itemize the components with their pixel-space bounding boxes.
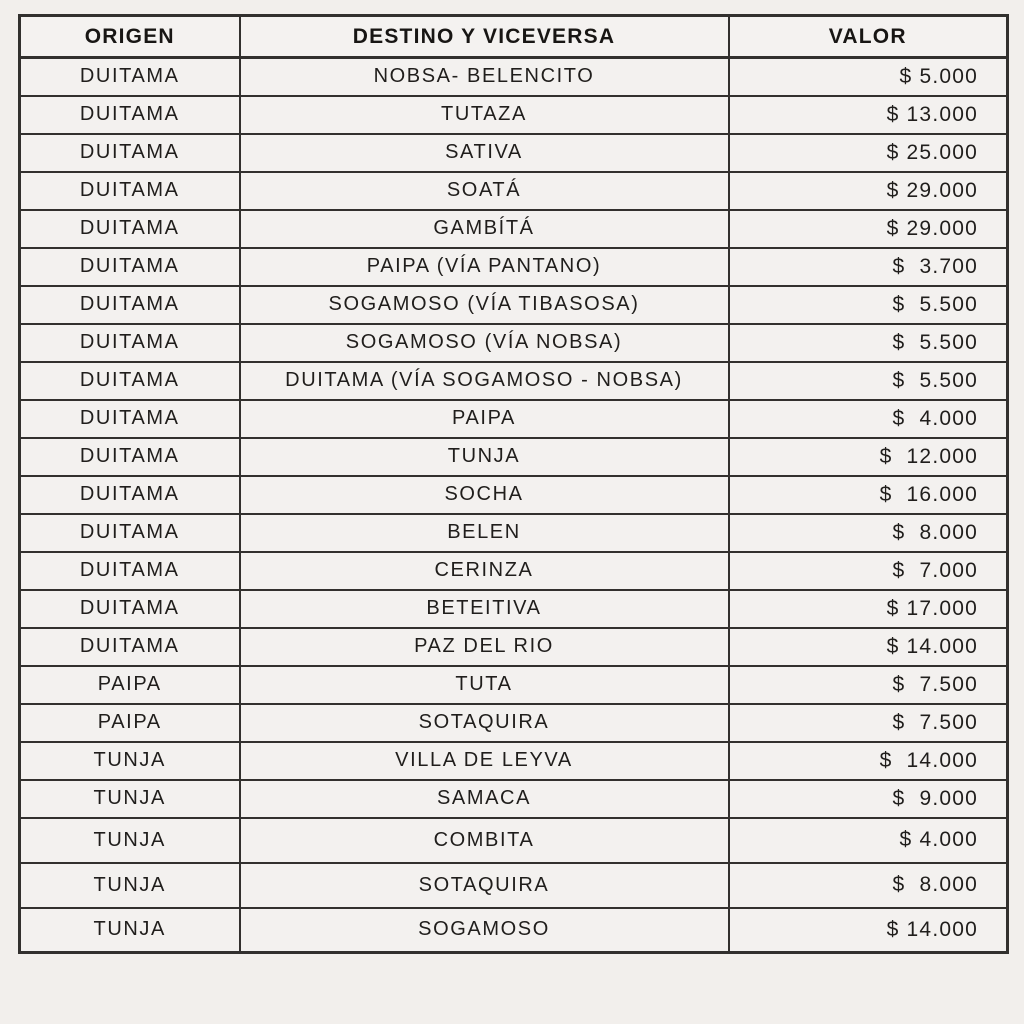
table-row: [20, 58, 1008, 96]
destino-cell: DUITAMA (VÍA SOGAMOSO - NOBSA): [240, 362, 729, 400]
origen-cell: DUITAMA: [20, 210, 240, 248]
table-row: [20, 400, 1008, 438]
table-row: [20, 324, 1008, 362]
destino-cell: PAIPA: [240, 400, 729, 438]
origen-cell: TUNJA: [20, 742, 240, 780]
destino-cell: BELEN: [240, 514, 729, 552]
destino-cell: TUTAZA: [240, 96, 729, 134]
origen-cell: DUITAMA: [20, 400, 240, 438]
destino-cell: PAIPA (VÍA PANTANO): [240, 248, 729, 286]
origen-cell: DUITAMA: [20, 590, 240, 628]
table-row: [20, 666, 1008, 704]
valor-cell: $ 29.000: [729, 172, 1008, 210]
valor-cell: $ 3.700: [729, 248, 1008, 286]
destino-cell: TUNJA: [240, 438, 729, 476]
destino-cell: PAZ DEL RIO: [240, 628, 729, 666]
header-origen: ORIGEN: [20, 16, 240, 58]
destino-cell: VILLA DE LEYVA: [240, 742, 729, 780]
valor-cell: $ 5.000: [729, 58, 1008, 96]
valor-cell: $ 14.000: [729, 742, 1008, 780]
table-row: [20, 780, 1008, 818]
header-valor: VALOR: [729, 16, 1008, 58]
destino-cell: SATIVA: [240, 134, 729, 172]
origen-cell: DUITAMA: [20, 552, 240, 590]
table-row: [20, 210, 1008, 248]
valor-cell: $ 5.500: [729, 324, 1008, 362]
valor-cell: $ 14.000: [729, 908, 1008, 953]
destino-cell: TUTA: [240, 666, 729, 704]
destino-cell: BETEITIVA: [240, 590, 729, 628]
destino-cell: SOGAMOSO (VÍA NOBSA): [240, 324, 729, 362]
origen-cell: DUITAMA: [20, 134, 240, 172]
table-row: [20, 134, 1008, 172]
header-row: [20, 16, 1008, 58]
table-row: [20, 514, 1008, 552]
table-row: [20, 438, 1008, 476]
destino-cell: SAMACA: [240, 780, 729, 818]
destino-cell: SOATÁ: [240, 172, 729, 210]
valor-cell: $ 16.000: [729, 476, 1008, 514]
destino-cell: GAMBÍTÁ: [240, 210, 729, 248]
fare-table: [18, 14, 1009, 954]
valor-cell: $ 9.000: [729, 780, 1008, 818]
valor-cell: $ 7.500: [729, 666, 1008, 704]
origen-cell: DUITAMA: [20, 362, 240, 400]
valor-cell: $ 13.000: [729, 96, 1008, 134]
table-row: [20, 362, 1008, 400]
table-row: [20, 552, 1008, 590]
header-destino: DESTINO Y VICEVERSA: [240, 16, 729, 58]
origen-cell: DUITAMA: [20, 248, 240, 286]
origen-cell: DUITAMA: [20, 324, 240, 362]
table-row: [20, 286, 1008, 324]
fare-table-body: [20, 58, 1008, 953]
destino-cell: SOTAQUIRA: [240, 863, 729, 908]
valor-cell: $ 7.500: [729, 704, 1008, 742]
origen-cell: DUITAMA: [20, 286, 240, 324]
valor-cell: $ 8.000: [729, 514, 1008, 552]
valor-cell: $ 25.000: [729, 134, 1008, 172]
origen-cell: TUNJA: [20, 780, 240, 818]
origen-cell: DUITAMA: [20, 476, 240, 514]
origen-cell: DUITAMA: [20, 628, 240, 666]
table-row: [20, 248, 1008, 286]
table-row: [20, 172, 1008, 210]
table-row: [20, 476, 1008, 514]
destino-cell: COMBITA: [240, 818, 729, 863]
destino-cell: SOGAMOSO: [240, 908, 729, 953]
valor-cell: $ 5.500: [729, 362, 1008, 400]
origen-cell: DUITAMA: [20, 96, 240, 134]
origen-cell: PAIPA: [20, 704, 240, 742]
origen-cell: DUITAMA: [20, 438, 240, 476]
origen-cell: DUITAMA: [20, 58, 240, 96]
origen-cell: TUNJA: [20, 818, 240, 863]
valor-cell: $ 14.000: [729, 628, 1008, 666]
destino-cell: NOBSA- BELENCITO: [240, 58, 729, 96]
valor-cell: $ 4.000: [729, 400, 1008, 438]
destino-cell: SOGAMOSO (VÍA TIBASOSA): [240, 286, 729, 324]
table-row: [20, 818, 1008, 863]
table-row: [20, 590, 1008, 628]
table-row: [20, 704, 1008, 742]
origen-cell: PAIPA: [20, 666, 240, 704]
origen-cell: TUNJA: [20, 908, 240, 953]
destino-cell: CERINZA: [240, 552, 729, 590]
table-row: [20, 863, 1008, 908]
valor-cell: $ 4.000: [729, 818, 1008, 863]
valor-cell: $ 12.000: [729, 438, 1008, 476]
origen-cell: TUNJA: [20, 863, 240, 908]
destino-cell: SOCHA: [240, 476, 729, 514]
destino-cell: SOTAQUIRA: [240, 704, 729, 742]
table-row: [20, 96, 1008, 134]
valor-cell: $ 8.000: [729, 863, 1008, 908]
table-row: [20, 742, 1008, 780]
table-row: [20, 628, 1008, 666]
valor-cell: $ 7.000: [729, 552, 1008, 590]
valor-cell: $ 29.000: [729, 210, 1008, 248]
table-row: [20, 908, 1008, 953]
fare-table-header: [20, 16, 1008, 58]
origen-cell: DUITAMA: [20, 172, 240, 210]
valor-cell: $ 5.500: [729, 286, 1008, 324]
valor-cell: $ 17.000: [729, 590, 1008, 628]
origen-cell: DUITAMA: [20, 514, 240, 552]
